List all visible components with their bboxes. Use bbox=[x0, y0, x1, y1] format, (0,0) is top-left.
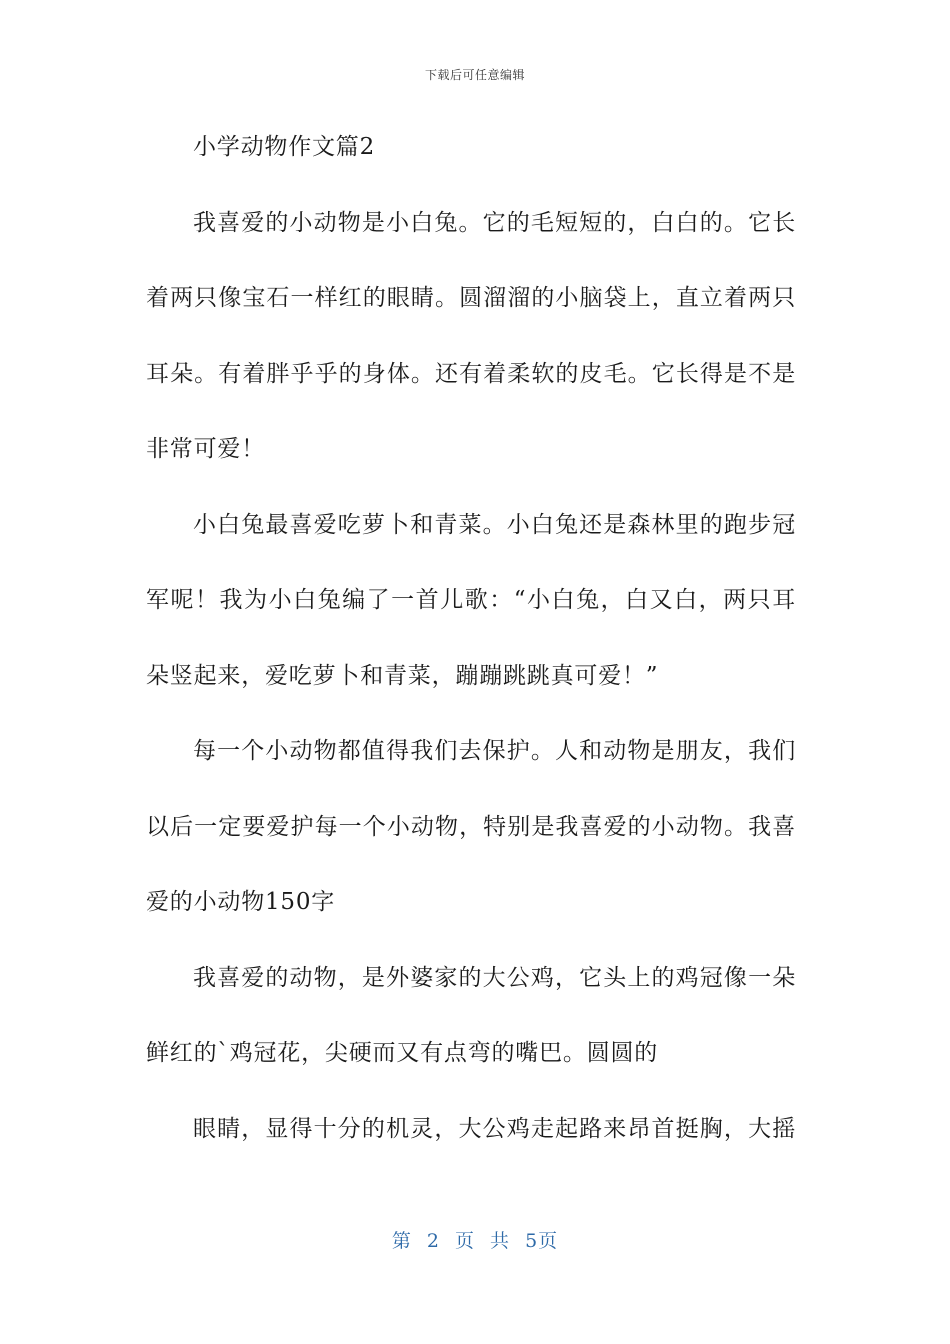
paragraph-line: 眼睛，显得十分的机灵，大公鸡走起路来昂首挺胸，大摇 bbox=[193, 1115, 796, 1142]
paragraph-line: 军呢！我为小白兔编了一首儿歌：“小白兔，白又白，两只耳 bbox=[146, 587, 796, 613]
paragraph-line: 非常可爱！ bbox=[146, 436, 265, 462]
paragraph-line: 小白兔最喜爱吃萝卜和青菜。小白兔还是森林里的跑步冠 bbox=[193, 511, 796, 538]
paragraph-line: 我喜爱的小动物是小白兔。它的毛短短的，白白的。它长 bbox=[193, 209, 796, 236]
paragraph-line: 着两只像宝石一样红的眼睛。圆溜溜的小脑袋上，直立着两只 bbox=[146, 285, 796, 311]
article-heading: 小学动物作文篇2 bbox=[193, 134, 376, 160]
paragraph-line: 我喜爱的动物，是外婆家的大公鸡，它头上的鸡冠像一朵 bbox=[193, 964, 796, 991]
paragraph-line: 每一个小动物都值得我们去保护。人和动物是朋友，我们 bbox=[193, 738, 796, 764]
paragraph-line: 耳朵。有着胖乎乎的身体。还有着柔软的皮毛。它长得是不是 bbox=[146, 360, 796, 387]
header-note: 下载后可任意编辑 bbox=[424, 68, 525, 82]
paragraph-line: 鲜红的`鸡冠花，尖硬而又有点弯的嘴巴。圆圆的 bbox=[146, 1040, 659, 1066]
paragraph-line: 爱的小动物150字 bbox=[146, 889, 336, 915]
paragraph-line: 以后一定要爱护每一个小动物，特别是我喜爱的小动物。我喜 bbox=[146, 813, 796, 840]
article-body bbox=[146, 128, 796, 1185]
paragraph-line: 朵竖起来，爱吃萝卜和青菜，蹦蹦跳跳真可爱！” bbox=[146, 662, 659, 689]
page-number-footer: 第 2 页 共 5页 bbox=[391, 1230, 559, 1252]
